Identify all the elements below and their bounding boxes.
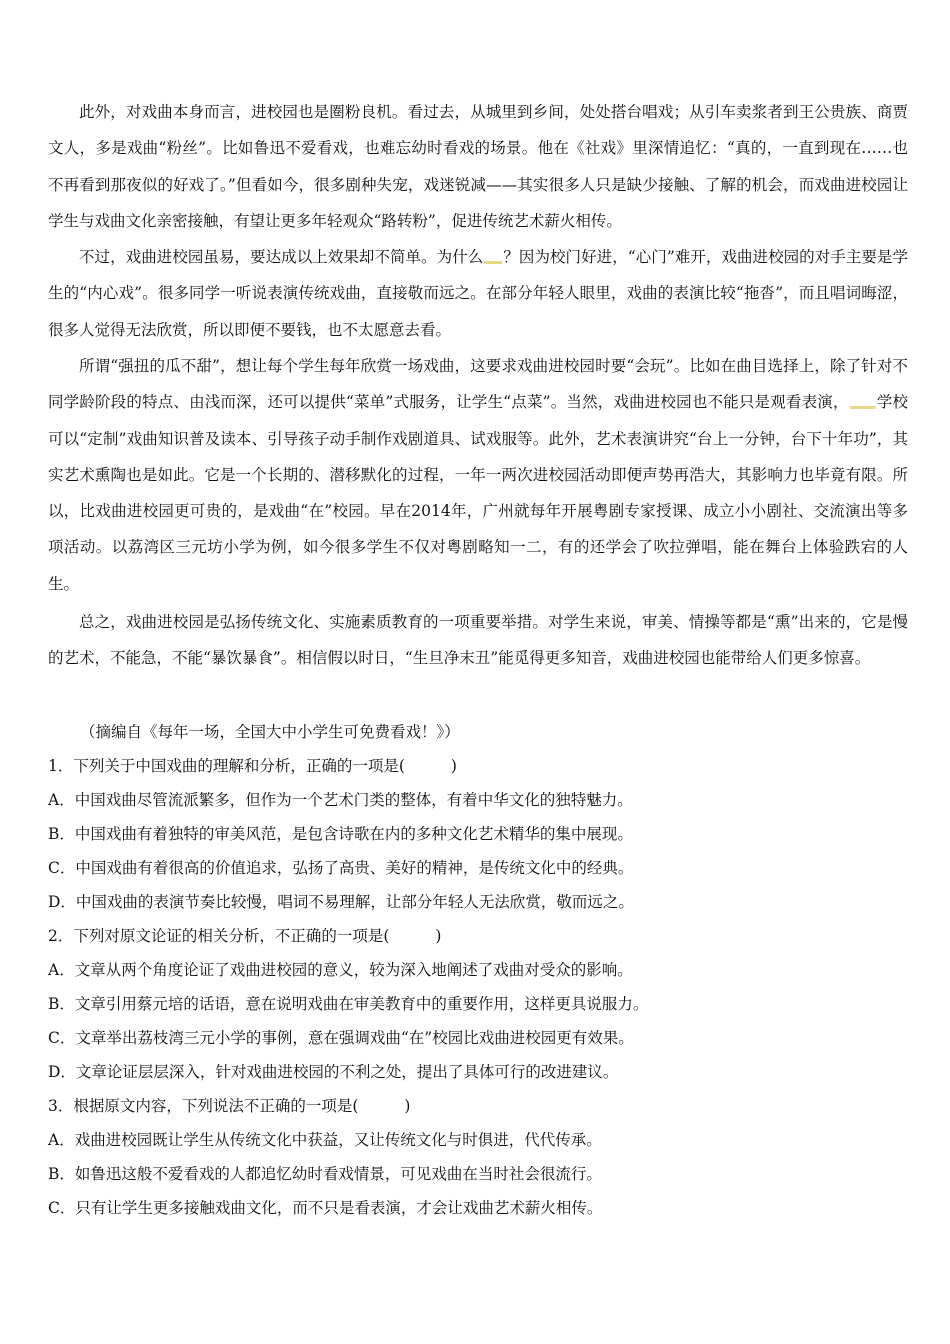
question-1-option-a: A．中国戏曲尽管流派繁多，但作为一个艺术门类的整体，有着中华文化的独特魅力。 bbox=[48, 791, 633, 809]
paragraph-2-part-2: ？因为校门好进，“心门”难开，戏曲进校园的对手主要是学生的“内心戏”。很多同学一听说表演传统戏曲，直接敬而远之。在部分年轻人眼里，戏曲的表演比较“拖沓”，而且唱词晦涩，很多人觉得无法欣赏，所以即便不要钱，也不太愿意去看。 bbox=[48, 248, 908, 339]
question-1-option-c: C．中国戏曲有着很高的价值追求，弘扬了高贵、美好的精神，是传统文化中的经典。 bbox=[48, 859, 634, 877]
answer-blank-2 bbox=[850, 406, 876, 409]
passage-paragraph-4: 总之，戏曲进校园是弘扬传统文化、实施素质教育的一项重要举措。对学生来说，审美、情操等都是“熏”出来的，它是慢的艺术，不能急，不能“暴饮暴食”。相信假以时日，“生旦净末丑”能觅得更多知音，戏曲进校园也能带给人们更多惊喜。 bbox=[48, 613, 908, 668]
question-2-option-a: A．文章从两个角度论证了戏曲进校园的意义，较为深入地阐述了戏曲对受众的影响。 bbox=[48, 961, 633, 979]
answer-blank-1 bbox=[484, 261, 502, 264]
passage-source: （摘编自《每年一场，全国大中小学生可免费看戏！》） bbox=[80, 723, 460, 741]
question-2-stem: 2．下列对原文论证的相关分析，不正确的一项是( ) bbox=[48, 927, 442, 945]
question-1-option-b: B．中国戏曲有着独特的审美风范，是包含诗歌在内的多种文化艺术精华的集中展现。 bbox=[48, 825, 633, 843]
question-3-option-c: C．只有让学生更多接触戏曲文化，而不只是看表演，才会让戏曲艺术薪火相传。 bbox=[48, 1199, 603, 1217]
question-2-option-b: B．文章引用蔡元培的话语，意在说明戏曲在审美教育中的重要作用，这样更具说服力。 bbox=[48, 995, 649, 1013]
paragraph-3-part-2: 学校可以“定制”戏曲知识普及读本、引导孩子动手制作戏剧道具、试戏服等。此外，艺术表演讲究“台上一分钟，台下十年功”，其实艺术熏陶也是如此。它是一个长期的、潜移默化的过程，一年一两次进校园活动即便声势再浩大，其影响力也毕竟有限。所以，比戏曲进校园更可贵的，是戏曲“在”校园。早在2014年，广州就每年开展粤剧专家授课、成立小小剧社、交流演出等多项活动。以荔湾区三元坊小学为例，如今很多学生不仅对粤剧略知一二，有的还学会了吹拉弹唱，能在舞台上体验跌宕的人生。 bbox=[48, 393, 908, 593]
passage-paragraph-2 bbox=[48, 239, 908, 348]
question-1-option-d: D．中国戏曲的表演节奏比较慢，唱词不易理解，让部分年轻人无法欣赏，敬而远之。 bbox=[48, 893, 634, 911]
passage-paragraph-1: 此外，对戏曲本身而言，进校园也是圈粉良机。看过去，从城里到乡间，处处搭台唱戏；从引车卖浆者到王公贵族、商贾文人，多是戏曲“粉丝”。比如鲁迅不爱看戏，也难忘幼时看戏的场景。他在《社戏》里深情追忆：“真的，一直到现在……也不再看到那夜似的好戏了。”但看如今，很多剧种失宠，戏迷锐减——其实很多人只是缺少接触、了解的机会，而戏曲进校园让学生与戏曲文化亲密接触，有望让更多年轻观众“路转粉”，促进传统艺术薪火相传。 bbox=[48, 103, 908, 230]
passage-paragraph-3 bbox=[48, 348, 908, 602]
question-3-option-a: A．戏曲进校园既让学生从传统文化中获益，又让传统文化与时俱进，代代传承。 bbox=[48, 1131, 602, 1149]
question-3-stem: 3．根据原文内容，下列说法不正确的一项是( ) bbox=[48, 1097, 411, 1115]
paragraph-2-part-1: 不过，戏曲进校园虽易，要达成以上效果却不简单。为什么 bbox=[79, 248, 484, 266]
question-3-option-b: B．如鲁迅这般不爱看戏的人都追忆幼时看戏情景，可见戏曲在当时社会很流行。 bbox=[48, 1165, 602, 1183]
paragraph-3-part-1: 所谓“强扭的瓜不甜”，想让每个学生每年欣赏一场戏曲，这要求戏曲进校园时要“会玩”。比如在曲目选择上，除了针对不同学龄阶段的特点、由浅而深，还可以提供“菜单”式服务，让学生“点菜”。当然，戏曲进校园也不能只是观看表演， bbox=[48, 357, 908, 412]
question-2-option-d: D．文章论证层层深入，针对戏曲进校园的不利之处，提出了具体可行的改进建议。 bbox=[48, 1063, 619, 1081]
question-1-stem: 1．下列关于中国戏曲的理解和分析，正确的一项是( ) bbox=[48, 757, 457, 775]
question-2-option-c: C．文章举出荔枝湾三元小学的事例，意在强调戏曲“在”校园比戏曲进校园更有效果。 bbox=[48, 1029, 634, 1047]
